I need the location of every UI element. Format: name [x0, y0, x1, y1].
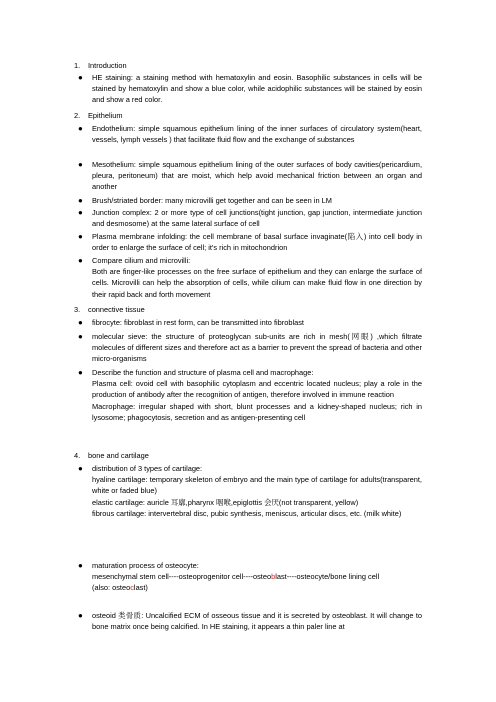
- bullet-icon: ●: [78, 232, 83, 241]
- list-item: ● Mesothelium: simple squamous epithelium lining of the outer surfaces of body cavities(pericardium, pleura, peritoneum) that are moist, which help avoid mechanical friction between an organ and another: [78, 160, 422, 192]
- bullet-icon: ●: [78, 208, 83, 217]
- bullet-icon: ●: [78, 332, 83, 341]
- list-item: ● osteoid 类骨质: Uncalcified ECM of osseous tissue and it is secreted by osteoblast. It will change to bone matrix once being calcified. In HE staining, it appears a thin paler line at: [78, 611, 422, 632]
- list-item: ● molecular sieve: the structure of proteoglycan sub-units are rich in mesh(网眼) ,which filtrate molecules of different sizes and therefore act as a barrier to prevent the spread of bacteria and other micro-organisms: [78, 332, 422, 364]
- section-heading: 4. bone and cartilage: [74, 451, 149, 460]
- section-heading: 1. Introduction: [74, 61, 127, 70]
- list-item: ● Plasma membrane infolding: the cell membrane of basal surface invaginate(陷入) into cell body in order to enlarge the surface of cell; it's rich in mitochondrion: [78, 232, 422, 253]
- bullet-icon: ●: [78, 318, 83, 327]
- bullet-icon: ●: [78, 256, 83, 265]
- bullet-icon: ●: [78, 611, 83, 620]
- list-item: ● Compare cilium and microvilli: Both are finger-like processes on the free surface of epithelium and they can enlarge the surface of cells. Microvilli can help the absorption of cells, while cilium can make fluid flow in one direction by their rapid back and forth movement: [78, 256, 422, 299]
- list-item: ● HE staining: a staining method with hematoxylin and eosin. Basophilic substances in cells will be stained by hematoxylin and show a blue color, while acidophilic substances will be stained by eosin and show a red color.: [78, 73, 422, 105]
- list-item: ● maturation process of osteocyte: mesenchymal stem cell----osteoprogenitor cell----osteoblast----osteocyte/bone lining cell (also: osteoclast): [92, 560, 422, 594]
- list-item: ● Junction complex: 2 or more type of cell junctions(tight junction, gap junction, intermediate junction and desmosome) at the same lateral surface of cell: [78, 208, 422, 229]
- bullet-icon: ●: [78, 196, 83, 205]
- maturation-sequence: mesenchymal stem cell----osteoprogenitor cell----osteoblast----osteocyte/bone lining cell: [92, 572, 380, 582]
- list-item: ● Brush/striated border: many microvilli get together and can be seen in LM: [78, 196, 332, 205]
- bullet-icon: ●: [78, 561, 83, 570]
- section-heading: 3. connective tissue: [74, 305, 145, 314]
- bullet-icon: ●: [78, 73, 83, 82]
- list-item: ● fibrocyte: fibroblast in rest form, can be transmitted into fibroblast: [78, 318, 304, 327]
- maturation-note: (also: osteoclast): [92, 583, 148, 593]
- bullet-icon: ●: [78, 368, 83, 377]
- section-heading: 2. Epithelium: [74, 111, 123, 120]
- list-item: ● Endothelium: simple squamous epithelium lining of the inner surfaces of circulatory system(heart, vessels, lymph vessels ) that facilitate fluid flow and the exchange of substances: [78, 124, 422, 145]
- list-item: ● Describe the function and structure of plasma cell and macrophage: Plasma cell: ovoid cell with basophilic cytoplasm and eccentric located nucleus; play a role in the production of antibody after the recognition of antigen, therefore involved in immune reaction Macrophage: irregular shaped with short, blunt processes and a kidney-shaped nucleus; rich in lysosome; phagocytosis, secretion and as antigen-presenting cell: [78, 368, 422, 422]
- bullet-icon: ●: [78, 124, 83, 133]
- bullet-icon: ●: [78, 160, 83, 169]
- list-item: ● distribution of 3 types of cartilage: hyaline cartilage: temporary skeleton of embryo and the main type of cartilage for adults(transparent, white or faded blue) elastic cartilage: auricle 耳廓,pharynx 咽喉,epiglottis 会厌(not transparent, yellow) fibrous cartilage: intervertebral disc, pubic synthesis, meniscus, articular discs, etc. (milk white): [78, 464, 422, 518]
- bullet-icon: ●: [78, 464, 83, 473]
